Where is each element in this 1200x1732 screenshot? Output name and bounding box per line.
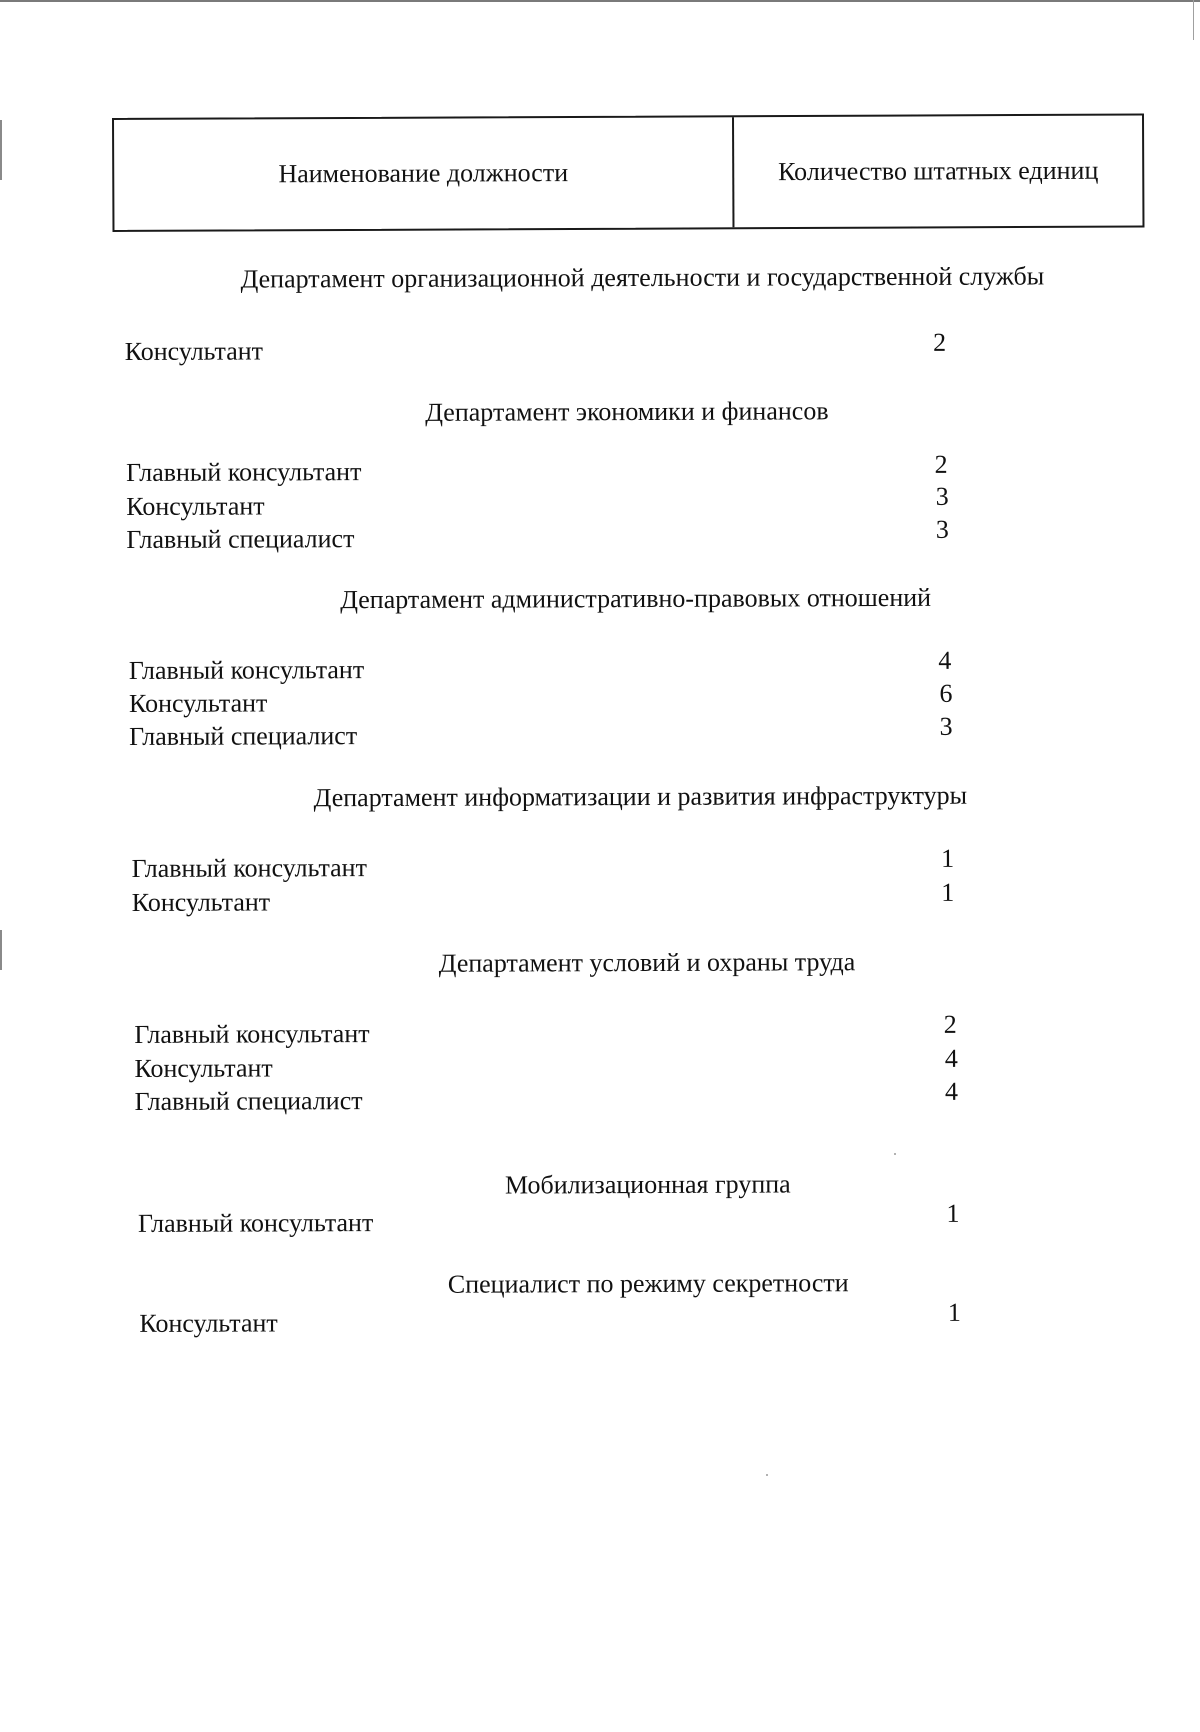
department-title: Департамент информатизации и развития инфраструктуры (313, 780, 968, 813)
department-title: Департамент условий и охраны труда (438, 947, 856, 978)
position-count: 4 (938, 645, 952, 675)
position-count: 4 (944, 1076, 959, 1106)
position-count: 1 (946, 1198, 960, 1228)
department-title: Департамент административно-правовых отношений (340, 582, 932, 615)
header-position-label: Наименование должности (278, 158, 569, 189)
position-name: Главный специалист (126, 524, 355, 554)
position-name: Консультант (128, 688, 268, 718)
position-count: 2 (933, 327, 947, 357)
position-name: Консультант (131, 887, 271, 917)
position-count: 2 (934, 449, 948, 479)
header-count-label: Количество штатных единиц (778, 155, 1099, 187)
department-title: Департамент организационной деятельности и государственной службы (240, 261, 1045, 294)
position-count: 1 (941, 843, 955, 873)
position-name: Главный консультант (131, 853, 367, 883)
position-name: Главный консультант (128, 655, 365, 685)
position-name: Главный консультант (137, 1208, 374, 1238)
position-count: 2 (943, 1009, 957, 1039)
position-name: Консультант (139, 1308, 278, 1338)
position-name: Главный специалист (134, 1086, 363, 1116)
position-name: Главный консультант (126, 457, 362, 487)
position-count: 3 (935, 514, 949, 544)
position-count: 4 (944, 1043, 958, 1073)
position-count: 6 (939, 678, 953, 708)
scan-speck (766, 1474, 768, 1476)
position-count: 3 (939, 711, 953, 741)
position-count: 1 (947, 1297, 961, 1327)
position-count: 1 (941, 877, 955, 907)
position-name: Консультант (134, 1053, 273, 1083)
position-name: Консультант (126, 491, 265, 521)
scan-speck (894, 1153, 896, 1155)
position-name: Консультант (124, 336, 264, 366)
department-title: Департамент экономики и финансов (425, 396, 829, 427)
department-title: Мобилизационная группа (504, 1169, 791, 1200)
position-count: 3 (935, 481, 949, 511)
department-title: Специалист по режиму секретности (447, 1268, 849, 1299)
position-name: Главный специалист (129, 721, 358, 751)
position-name: Главный консультант (134, 1019, 370, 1049)
